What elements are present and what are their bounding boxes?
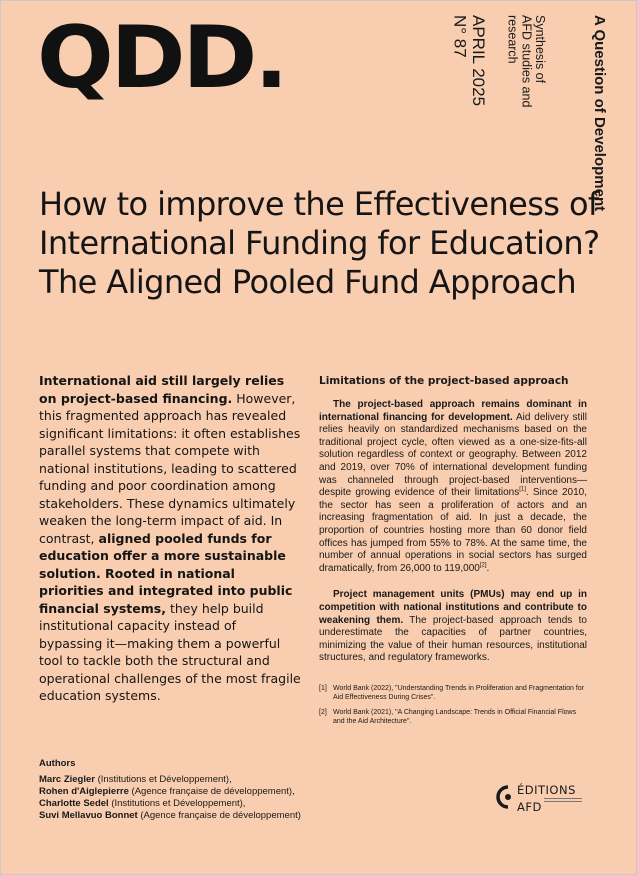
paragraph-2-text: The project-based approach tends to underestimate the capacities of partner countries, minimizing the value of their human resources, institutional structures, and regulatory frameworks. [319, 614, 587, 664]
series-subtitle [486, 15, 546, 107]
section-heading: Limitations of the project-based approach [319, 375, 569, 387]
paragraph-2 [319, 589, 587, 665]
author-name: Suvi Mellavuo Bonnet [39, 810, 138, 821]
abstract-lead: International aid still largely relies on project-based financing. [39, 373, 285, 406]
publisher-name-afd: AFD [517, 800, 542, 814]
footnote-ref-1[interactable]: [1] [519, 486, 526, 493]
author-entry [39, 774, 339, 786]
footnote [319, 708, 587, 726]
abstract-text-end: they help build institutional capacity instead of bypassing it—making them a powerful tool to tackle both the structural and operational challenges of the most fragile education systems. [39, 600, 301, 703]
author-entry [39, 786, 339, 798]
paragraph-1-end: . [486, 562, 490, 574]
paragraph-2-lead: Project management units (PMUs) may end up in competition with national institutions and contribute to weakening them. [319, 589, 587, 626]
publisher-emblem-icon [494, 785, 514, 809]
paragraph-1 [319, 399, 587, 575]
series-subtitle-line: AFD studies and [519, 15, 534, 108]
publisher-name: ÉDITIONS [517, 783, 576, 797]
publisher-logo [494, 783, 594, 813]
footnote-number: [1] [319, 685, 327, 692]
author-affiliation: (Agence française de développement) [137, 810, 301, 821]
authors-label: Authors [39, 758, 76, 769]
footnote-text: World Bank (2021), "A Changing Landscape: Trends in Official Financial Flows and the Aid Architecture". [333, 709, 577, 725]
footnote-number: [2] [319, 709, 327, 716]
paragraph-1-lead: The project-based approach remains dominant in international financing for development. [319, 399, 587, 423]
series-title: A Question of Development [591, 15, 608, 212]
author-name: Charlotte Sedel [39, 798, 109, 809]
author-affiliation: (Agence française de développement), [128, 786, 295, 797]
author-affiliation: (Institutions et Développement), [108, 798, 246, 809]
footnote-ref-2[interactable]: [2] [479, 562, 487, 569]
abstract-text: However, this fragmented approach has revealed significant limitations: it often establishes parallel systems that compete with national institutions, leading to scattered funding and poor coordination among stakeholders. These dynamics ultimately weaken the long-term impact of aid. In contrast, [39, 390, 301, 546]
authors-block [39, 758, 339, 822]
author-name: Rohen d'Aiglepierre [39, 786, 129, 797]
author-name: Marc Ziegler [39, 774, 95, 785]
abstract-highlight: aligned pooled funds for education offer a more sustainable solution. Rooted in national priorities and integrated into public financial systems, [39, 530, 293, 616]
issue-info [449, 15, 487, 106]
body-column [319, 375, 587, 679]
qdd-logo: QDD. [37, 8, 286, 108]
footnote-text: World Bank (2022), "Understanding Trends in Proliferation and Fragmentation for Aid Effectiveness During Crises". [333, 685, 584, 701]
footnotes [319, 684, 587, 732]
footnote [319, 684, 587, 702]
author-entry [39, 810, 339, 822]
author-entry [39, 798, 339, 810]
abstract [39, 372, 301, 705]
issue-date: APRIL 2025 [469, 15, 488, 107]
paragraph-1-text: Aid delivery still relies heavily on standardized mechanisms based on the traditional project cycle, often viewed as a one-size-fits-all solution regardless of context or geography. Between 2012 and 2019, over 70% of international development funding was channeled through project-based interventions—despite growing evidence of their limitations [319, 411, 587, 499]
issue-number: N° 87 [450, 15, 470, 58]
series-subtitle-line: research [505, 15, 520, 64]
series-subtitle-line: Synthesis of [533, 15, 547, 84]
author-affiliation: (Institutions et Développement), [94, 774, 232, 785]
publisher-tagline-decoration [544, 798, 582, 804]
page-title: How to improve the Effectiveness of International Funding for Education? The Aligned Pooled Fund Approach [39, 185, 600, 301]
paragraph-1-text-2: . Since 2010, the sector has seen a proliferation of actors and an increasing fragmentation of aid. In just a decade, the proportion of countries hosting more than 60 donor field offices has jumped from 55% to 78%. At the same time, the number of annual operations in social sectors has surged dramatically, from 26,000 to 119,000 [319, 487, 587, 574]
